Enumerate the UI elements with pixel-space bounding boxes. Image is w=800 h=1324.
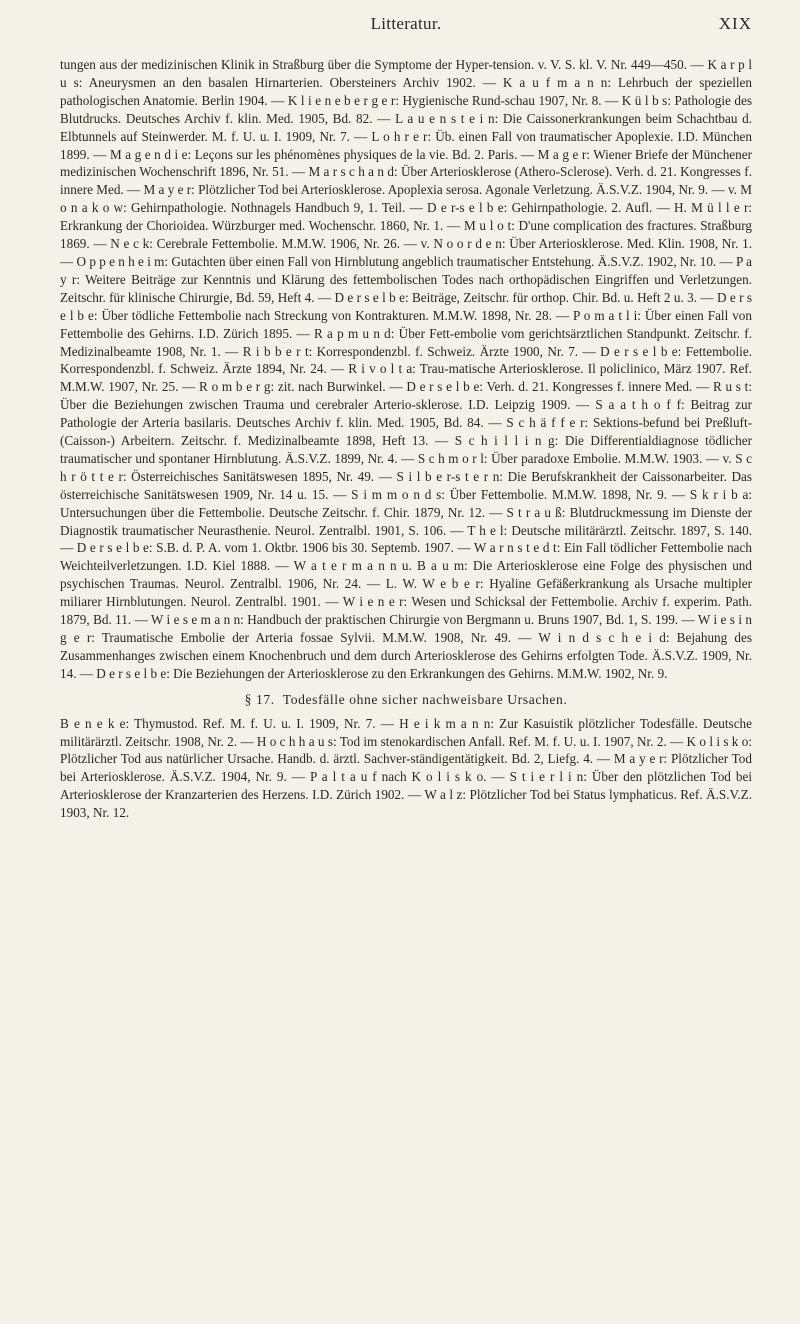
references-paragraph: tungen aus der medizinischen Klinik in Straßburg über die Symptome der Hyper-tension. v. V. S. kl. V. Nr. 449—450. — K a r p l u s: Aneurysmen an den basalen Hirnarterien. Obersteiners Archiv 1902. — K a u f m a n n: Lehrbuch der speziellen pathologischen Anatomie. Berlin 1904. — K l i e n e b e r g e r: Hygienische Rund-schau 1907, Nr. 8. — K ü l b s: Pathologie des Blutdrucks. Deutsches Archiv f. klin. Med. 1905, Bd. 82. — L a u e n s t e i n: Die Caissonerkrankungen beim Schachtbau d. Elbtunnels auf Steinwerder. M. f. U. u. I. 1909, Nr. 7. — L o h r e r: Üb. einen Fall von traumatischer Apoplexie. I.D. München 1899. — M a g e n d i e: Leçons sur les phénomènes physiques de la vie. Bd. 2. Paris. — M a g e r: Wiener Briefe der Münchener medizinischen Wochenschrift 1896, Nr. 51. — M a r s c h a n d: Über Arteriosklerose (Athero-Sclerose). Verh. d. 21. Kongresses f. innere Med. — M a y e r: Plötzlicher Tod bei Arteriosklerose. Apoplexia serosa. Agonale Verletzung. Ä.S.V.Z. 1904, Nr. 9. — v. M o n a k o w: Gehirnpathologie. Nothnagels Handbuch 9, 1. Teil. — D e r-s e l b e: Gehirnpathologie. 2. Aufl. — H. M ü l l e r: Erkrankung der Chorioidea. Würzburger med. Wochenschr. 1860, Nr. 1. — M u l o t: D'une complication des fractures. Straßburg 1869. — N e c k: Cerebrale Fettembolie. M.M.W. 1906, Nr. 26. — v. N o o r d e n: Über Arteriosklerose. Med. Klin. 1908, Nr. 1. — O p p e n h e i m: Gutachten über einen Fall von Hirnblutung angeblich traumatischer Entstehung. Ä.S.V.Z. 1902, Nr. 10. — P a y r: Weitere Beiträge zur Kenntnis und Klärung des fettembolischen Todes nach orthopädischen Eingriffen und Verletzungen. Zeitschr. für klinische Chirurgie, Bd. 59, Heft 4. — D e r s e l b e: Beiträge, Zeitschr. für orthop. Chir. Bd. u. Heft 2 u. 3. — D e r s e l b e: Über tödliche Fettembolie nach Streckung von Kontrakturen. M.M.W. 1898, Nr. 28. — P o m a t l i: Über einen Fall von Fettembolie des Gehirns. I.D. Zürich 1895. — R a p m u n d: Über Fett-embolie vom gerichtsärztlichen Standpunkt. Zeitschr. f. Medizinalbeamte 1908, Nr. 1. — R i b b e r t: Korrespondenzbl. f. Schweiz. Ärzte 1900, Nr. 7. — D e r s e l b e: Fettembolie. Korrespondenzbl. f. Schweiz. Ärzte 1894, Nr. 24. — R i v o l t a: Trau-matische Arteriosklerose. Il policlinico, März 1907. Ref. M.M.W. 1907, Nr. 25. — R o m b e r g: zit. nach Burwinkel. — D e r s e l b e: Verh. d. 21. Kongresses f. innere Med. — R u s t: Über die Beziehungen zwischen Trauma und cerebraler Arterio-sklerose. I.D. Leipzig 1909. — S a a t h o f f: Beitrag zur Pathologie der Arteria basilaris. Deutsches Archiv f. klin. Med. 1905, Bd. 84. — S c h ä f f e r: Sektions-befund bei Preßluft- (Caisson-) Arbeitern. Zeitschr. f. Medizinalbeamte 1898, Heft 13. — S c h i l l i n g: Die Differentialdiagnose tödlicher traumatischer und spontaner Hirnblutung. Ä.S.V.Z. 1899, Nr. 4. — S c h m o r l: Über paradoxe Embolie. M.M.W. 1903. — v. S c h r ö t t e r: Österreichisches Sanitätswesen 1895, Nr. 49. — S i l b e r-s t e r n: Die Berufskrankheit der Caissonarbeiter. Das österreichische Sanitätswesen 1909, Nr. 14 u. 15. — S i m m o n d s: Über Fettembolie. M.M.W. 1898, Nr. 9. — S k r i b a: Untersuchungen über die Fettembolie. Deutsche Zeitschr. f. Chir. 1879, Nr. 12. — S t r a u ß: Blutdruckmessung im Dienste der Diagnostik traumatischer Neurasthenie. Neurol. Zentralbl. 1901, S. 106. — T h e l: Deutsche militärärztl. Zeitschr. 1897, S. 140. — D e r s e l b e: S.B. d. P. A. vom 1. Oktbr. 1906 bis 30. Septemb. 1907. — W a r n s t e d t: Ein Fall tödlicher Fettembolie nach Weichteilverletzungen. I.D. Kiel 1888. — W a t e r m a n n u. B a u m: Die Arteriosklerose eine Folge des physischen und psychischen Traumas. Neurol. Zentralbl. 1906, Nr. 24. — L. W. W e b e r: Hyaline Gefäßerkrankung als Ursache multipler miliarer Hirnblutungen. Neurol. Zentralbl. 1901. — W i e n e r: Wesen und Schicksal der Fettembolie. Archiv f. experim. Path. 1879, Bd. 11. — W i e s e m a n n: Handbuch der praktischen Chirurgie von Bergmann u. Bruns 1907, Bd. 1, S. 199. — W i e s i n g e r: Traumatische Embolie der Arteria fossae Sylvii. M.M.W. 1908, Nr. 49. — W i n d s c h e i d: Bejahung des Zusammenhanges zwischen einem Knochenbruch und dem durch Arteriosklerose des Gehirns erfolgten Tode. Ä.S.V.Z. 1909, Nr. 14. — D e r s e l b e: Die Beziehungen der Arteriosklerose zu den Erkrankungen des Gehirns. M.M.W. 1902, Nr. 9. [60,57,752,681]
section-heading [60,691,752,709]
section-number: § 17. [244,691,275,707]
bibliography-text [60,56,752,822]
page-number: XIX [718,14,752,33]
section-title: Todesfälle ohne sicher nachweisbare Ursachen. [282,691,568,707]
running-head-title: Litteratur. [370,14,442,33]
running-head [60,0,752,50]
references-paragraph: B e n e k e: Thymustod. Ref. M. f. U. u. I. 1909, Nr. 7. — H e i k m a n n: Zur Kasuistik plötzlicher Todesfälle. Deutsche militärärztl. Zeitschr. 1908, Nr. 2. — H o c h h a u s: Tod im stenokardischen Anfall. Ref. M. f. U. u. I. 1907, Nr. 2. — K o l i s k o: Plötzlicher Tod aus natürlicher Ursache. Handb. d. ärztl. Sachver-ständigentätigkeit. Bd. 2, Liefg. 4. — M a y e r: Plötzlicher Tod bei Arteriosklerose. Ä.S.V.Z. 1904, Nr. 9. — P a l t a u f nach K o l i s k o. — S t i e r l i n: Über den plötzlichen Tod bei Arteriosklerose der Kranzarterien des Herzens. I.D. Zürich 1902. — W a l z: Plötzlicher Tod bei Status lymphaticus. Ref. Ä.S.V.Z. 1903, Nr. 12. [60,715,752,821]
